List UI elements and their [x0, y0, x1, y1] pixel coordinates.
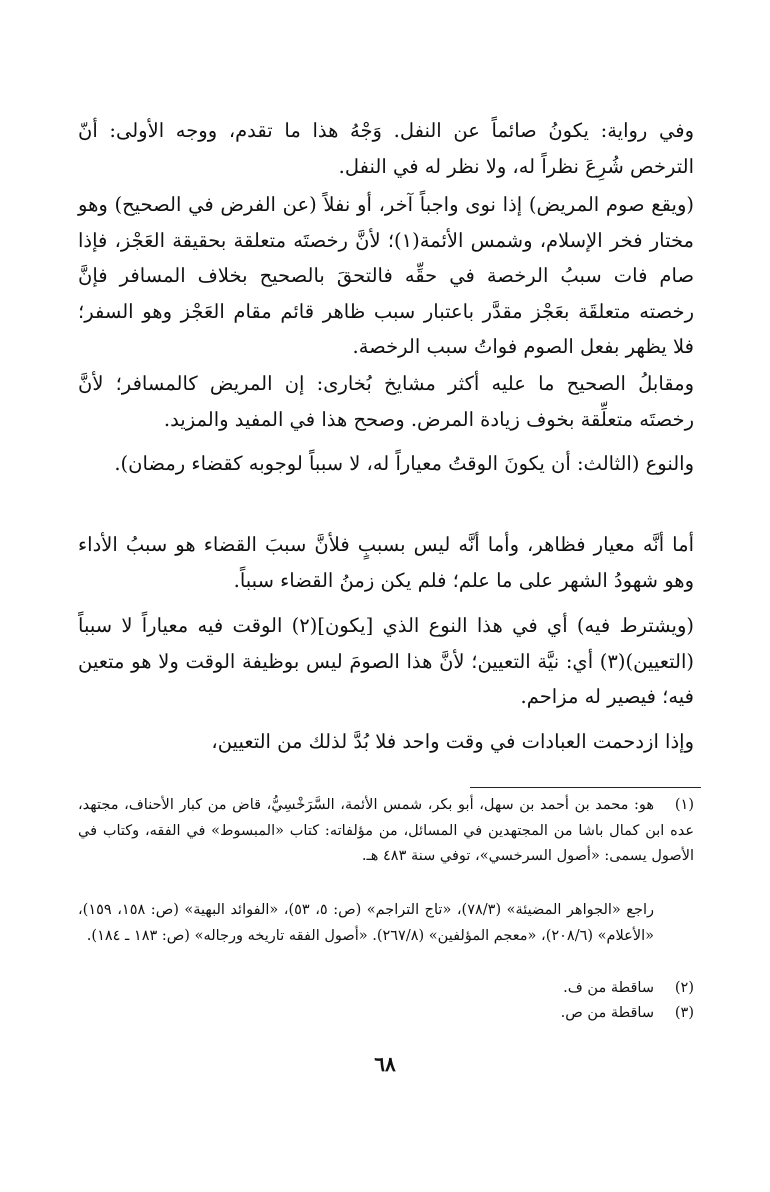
footnote-text: ساقطة من ف.	[563, 980, 654, 996]
paragraph-7: وإذا ازدحمت العبادات في وقت واحد فلا بُدَّ لذلك من التعيين،	[211, 730, 694, 753]
footnote-2	[78, 976, 694, 1002]
page-number: ٦٨	[374, 1052, 396, 1076]
paragraph-1: وفي رواية: يكونُ صائماً عن النفل. وَجْهُ هذا ما تقدم، ووجه الأولى: أنّ الترخص شُرِعَ نظراً له، ولا نظر له في النفل.	[78, 119, 694, 178]
paragraph-2: (ويقع صوم المريض) إذا نوى واجباً آخر، أو نفلاً (عن الفرض في الصحيح) وهو مختار فخر الإسلام، وشمس الأئمة(١)؛ لأنَّ رخصتَه متعلقة بحقيقة العَجْز، فإذا صام فات سببُ الرخصة في حقِّه فالتحقَ بالصحيح بخلاف المسافر فإنَّ رخصته متعلقَة بعَجْز مقدَّر باعتبار سبب ظاهر قائم مقام العَجْز وهو السفر؛ فلا يظهر بفعل الصوم فواتُ سبب الرخصة.	[78, 193, 695, 358]
paragraph-6: (ويشترط فيه) أي في هذا النوع الذي [يكون](٢) الوقت فيه معياراً لا سبباً (التعيين)(٣) أي: نيَّة التعيين؛ لأنَّ هذا الصومَ ليس بوظيفة الوقت ولا هو متعين فيه؛ فيصير له مزاحم.	[78, 614, 694, 708]
footnote-number: (٢)	[674, 980, 694, 996]
footnote-divider	[470, 787, 701, 788]
paragraph-3: ومقابلُ الصحيح ما عليه أكثر مشايخ بُخارى: إن المريض كالمسافر؛ لأنَّ رخصتَه متعلِّقة بخوف زيادة المرض. وصحح هذا في المفيد والمزيد.	[78, 372, 694, 431]
footnote-3	[78, 1001, 694, 1027]
footnote-number: (١)	[674, 797, 694, 813]
footnote-number: (٣)	[674, 1005, 694, 1021]
paragraph-4: والنوع (الثالث: أن يكونَ الوقتُ معياراً له، لا سبباً لوجوبه كقضاء رمضان).	[114, 452, 694, 475]
paragraph-5: أما أنَّه معيار فظاهر، وأما أنَّه ليس بسببٍ فلأنَّ سببَ القضاء هو سببُ الأداء وهو شهودُ الشهر على ما علم؛ فلم يكن زمنُ القضاء سبباً.	[78, 533, 694, 592]
footnote-text: ساقطة من ص.	[560, 1005, 654, 1021]
footnote-1	[78, 793, 694, 870]
footnote-1-refs: راجع «الجواهر المضيئة» (٧٨/٣)، «تاج التراجم» (ص: ٥، ٥٣)، «الفوائد البهية» (ص: ١٥٨، ١٥٩)، «الأعلام» (٢٠٨/٦)، «معجم المؤلفين» (٢٦٧/٨). «أصول الفقه تاريخه ورجاله» (ص: ١٨٣ ـ ١٨٤).	[78, 902, 654, 944]
footnote-text: هو: محمد بن أحمد بن سهل، أبو بكر، شمس الأئمة، السَّرَخْسِيُّ، قاض من كبار الأحناف، مجتهد، عده ابن كمال باشا من المجتهدين في المسائل، من مؤلفاته: كتاب «المبسوط» في الفقه، وكتاب في الأصول يسمى: «أصول السرخسي»، توفي سنة ٤٨٣ هـ.	[78, 797, 694, 864]
